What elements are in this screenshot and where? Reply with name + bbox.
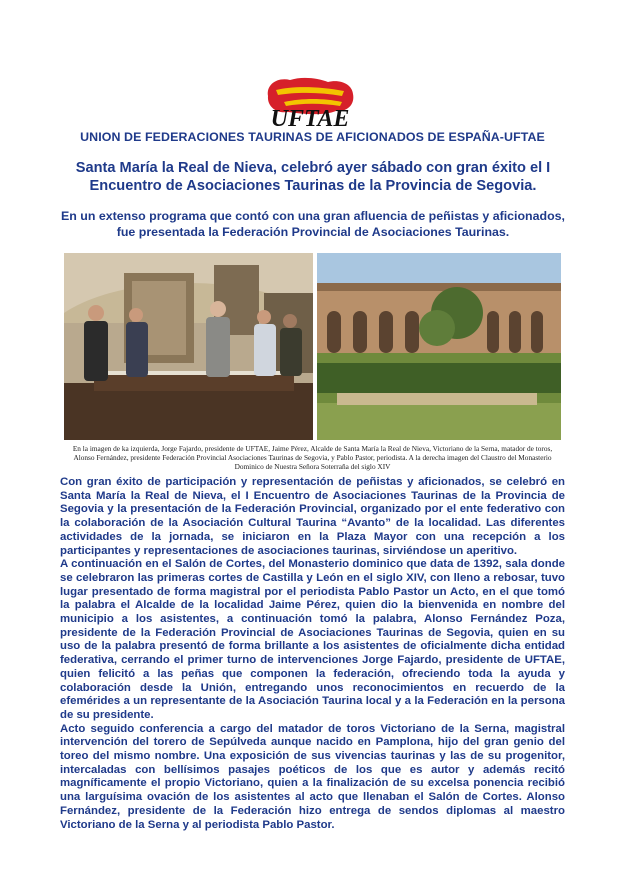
logo-graphic <box>262 74 358 130</box>
headline: Santa María la Real de Nieva, celebró ayer sábado con gran éxito el I Encuentro de Asociaciones Taurinas de la Provincia de Segovia. <box>75 160 551 194</box>
logo-text: UFTAE <box>270 106 350 130</box>
body-paragraph: A continuación en el Salón de Cortes, del Monasterio dominico que data de 1392, sala donde se celebraron las primeras cortes de Castilla y León en el siglo XIV, con lleno a rebosar, tuvo lugar presentado de forma magistral por el periodista Pablo Pastor un Acto, en el que tomó la palabra el Alcalde de la localidad Jaime Pérez, quien dio la bienvenida en nombre del municipio a los asistentes, a continuación tomó la palabra, Alonso Fernández Poza, presidente de la Federación Provincial de Asociaciones Taurinas de Segovia, quien en su uso de la palabra presentó de forma brillante a los asistentes de oficialmente dicha entidad federativa, cerrando el primer turno de intervenciones Jorge Fajardo, presidente de UFTAE, quien felicitó a las peñas que componen la federación, ofreciendo toda la ayuda y colaboración desde la Unión, entregando unos reconocimientos en recuerdo de la efemérides a un representante de la Asociación Taurina local y a la Federación en la persona de su presidente. <box>60 558 565 721</box>
body-paragraph: Acto seguido conferencia a cargo del matador de toros Victoriano de la Serna, magistral intervención del torero de Sepúlveda aunque nacido en Pamplona, hijo del gran genio del toreo del mismo nombre. Una exposición de sus vivencias taurinas y las de su progenitor, intercaladas con bellísimos pasajes poéticos de los que es autor y además recitó magníficamente el propio Victoriano, quien a la finalización de su excelsa ponencia recibió una larguísima ovación de los asistentes al acto que llenaban el Salón de Cortes. Alonso Fernández, presidente de la Federación hizo entrega de sendos diplomas al maestro Victoriano de la Serna y al periodista Pablo Pastor. <box>60 722 565 831</box>
subheadline: En un extenso programa que contó con una gran afluencia de peñistas y aficionados, fue presentada la Federación Provincial de Asociaciones Taurinas. <box>61 209 565 239</box>
article-body <box>60 476 565 832</box>
body-paragraph: Con gran éxito de participación y representación de peñistas y aficionados, se celebró en Santa María la Real de Nieva, el I Encuentro de Asociaciones Taurinas de la Provincia de Segovia y la presentación de la Federación Provincial, organizado por el ente federativo con la colaboración de la Asociación Cultural Taurina “Avanto” de la localidad. Las diferentes actividades de la jornada, se iniciaron en la Plaza Mayor con una recepción a los participantes y representaciones de asociaciones taurinas, sirviéndose un aperitivo. <box>60 476 565 557</box>
uftae-logo <box>262 74 358 130</box>
hall-photo <box>64 253 313 440</box>
photo-caption: En la imagen de ka izquierda, Jorge Fajardo, presidente de UFTAE, Jaime Pérez, Alcalde de Santa María la Real de Nieva, Victoriano de la Serna, matador de toros, Alonso Fernández, presidente Federación Provincial Asociaciones Taurinas de Segovia, y Pablo Pastor, periodista. A la derecha imagen del Claustro del Monasterio Dominico de Nuestra Señora Soterraña del siglo XIV <box>72 444 553 472</box>
organization-title: UNION DE FEDERACIONES TAURINAS DE AFICIONADOS DE ESPAÑA-UFTAE <box>80 130 545 144</box>
cloister-photo <box>317 253 561 440</box>
